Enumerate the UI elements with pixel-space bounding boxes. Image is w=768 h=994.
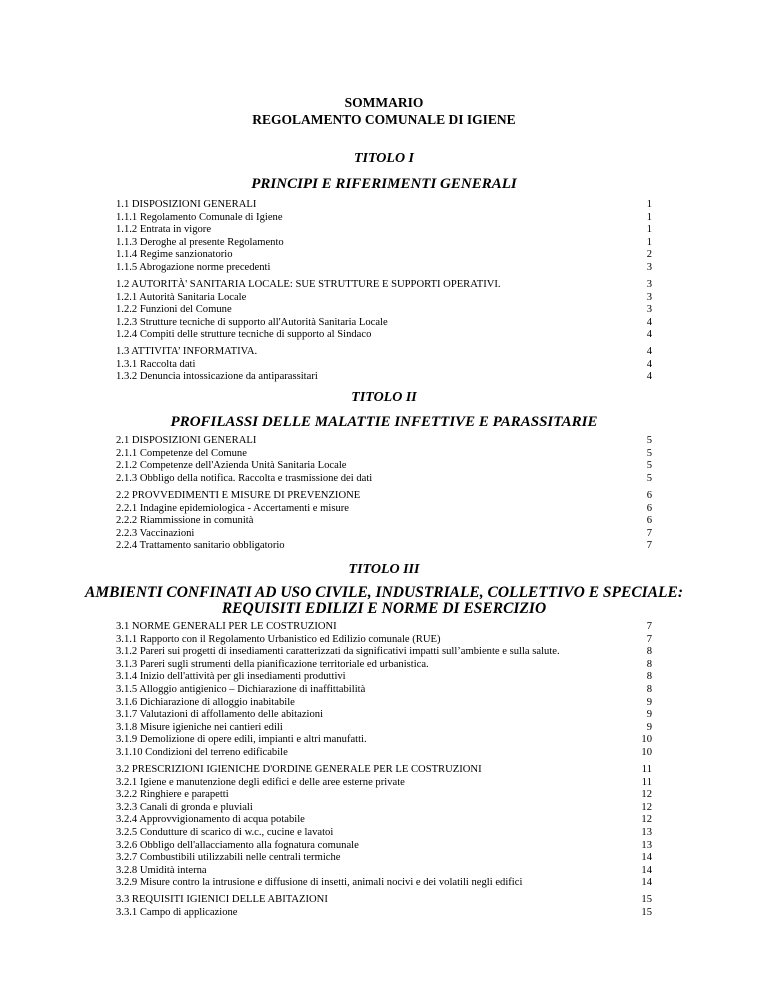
toc-entry-page: 3 (646, 304, 652, 316)
toc-entry-text: 1.2.2 Funzioni del Comune (116, 304, 232, 316)
toc-entry (116, 528, 652, 541)
toc-entry (116, 734, 652, 747)
toc-entry-text: 3.2.7 Combustibili utilizzabili nelle centrali termiche (116, 852, 341, 864)
toc-entry (116, 237, 652, 250)
toc-entry-text: 1.2 AUTORITÀ' SANITARIA LOCALE: SUE STRUTTURE E SUPPORTI OPERATIVI. (116, 279, 501, 290)
toc-entry (116, 435, 652, 448)
toc-section (116, 764, 652, 890)
toc-entry-page: 4 (646, 329, 652, 341)
toc-entry-text: 3.2.8 Umidità interna (116, 864, 207, 876)
toc-entry-page: 11 (641, 764, 652, 775)
toc-entry-text: 1.1.3 Deroghe al presente Regolamento (116, 236, 284, 248)
titolo-label: TITOLO I (353, 151, 415, 166)
titolo-heading: REQUISITI EDILIZI E NORME DI ESERCIZIO (221, 600, 547, 617)
toc-entry (116, 292, 652, 305)
toc-entry (116, 840, 652, 853)
titolo-label: TITOLO III (348, 562, 420, 577)
toc-entry (116, 515, 652, 528)
toc-entry-text: 1.1.1 Regolamento Comunale di Igiene (116, 211, 283, 223)
toc-entry-text: 3.1 NORME GENERALI PER LE COSTRUZIONI (116, 621, 337, 632)
toc-section (116, 435, 652, 485)
toc-entry (116, 249, 652, 262)
toc-entry-page: 12 (641, 814, 652, 826)
toc-entry-page: 15 (641, 894, 652, 905)
toc-entry (116, 448, 652, 461)
toc-entry (116, 490, 652, 503)
toc-entry (116, 814, 652, 827)
toc-section (116, 279, 652, 342)
toc-section (116, 894, 652, 919)
toc-entry-page: 11 (641, 776, 652, 788)
toc-section (116, 490, 652, 553)
titolo-heading: AMBIENTI CONFINATI AD USO CIVILE, INDUSTRIALE, COLLETTIVO E SPECIALE: (84, 584, 684, 601)
toc-entry (116, 199, 652, 212)
toc-entry-page: 5 (646, 435, 652, 446)
toc-entry (116, 460, 652, 473)
toc-entry (116, 212, 652, 225)
toc-entry-text: 2.2.1 Indagine epidemiologica - Accertamenti e misure (116, 502, 349, 514)
toc-entry-text: 2.1 DISPOSIZIONI GENERALI (116, 435, 257, 446)
toc-entry-page: 15 (641, 906, 652, 918)
toc-entry (116, 722, 652, 735)
toc-entry (116, 262, 652, 275)
toc-entry-text: 3.2 PRESCRIZIONI IGIENICHE D'ORDINE GENERALE PER LE COSTRUZIONI (116, 764, 482, 775)
toc-entry-text: 3.1.1 Rapporto con il Regolamento Urbanistico ed Edilizio comunale (RUE) (116, 633, 441, 645)
toc-entry-text: 3.3 REQUISITI IGIENICI DELLE ABITAZIONI (116, 894, 328, 905)
toc-entry-page: 5 (646, 460, 652, 472)
toc-entry-page: 8 (646, 683, 652, 695)
toc-entry (116, 317, 652, 330)
toc-entry (116, 802, 652, 815)
document-subtitle: REGOLAMENTO COMUNALE DI IGIENE (252, 112, 516, 127)
toc-entry-page: 5 (646, 472, 652, 484)
toc-entry-text: 2.1.3 Obbligo della notifica. Raccolta e trasmissione dei dati (116, 472, 373, 484)
toc-entry-text: 1.3.2 Denuncia intossicazione da antiparassitari (116, 371, 318, 383)
toc-entry (116, 684, 652, 697)
toc-entry-page: 2 (646, 249, 652, 261)
toc-entry (116, 907, 652, 920)
toc-entry-page: 6 (646, 515, 652, 527)
titolo-label: TITOLO II (351, 390, 417, 405)
toc-section (116, 346, 652, 384)
toc-entry (116, 346, 652, 359)
toc-entry-text: 2.1.1 Competenze del Comune (116, 447, 247, 459)
toc-entry-text: 1.1 DISPOSIZIONI GENERALI (116, 199, 257, 210)
toc-entry (116, 865, 652, 878)
toc-entry-page: 3 (646, 261, 652, 273)
toc-entry (116, 371, 652, 384)
toc-entry-text: 3.2.3 Canali di gronda e pluviali (116, 801, 253, 813)
toc-entry-page: 14 (641, 864, 652, 876)
toc-entry-text: 3.1.2 Pareri sui progetti di insediamenti caratterizzati da significativi impatti sull’ambiente e sulla salute. (116, 646, 560, 658)
toc-entry (116, 852, 652, 865)
toc-entry-page: 9 (646, 696, 652, 708)
toc-entry-text: 1.3.1 Raccolta dati (116, 358, 196, 370)
toc-section (116, 199, 652, 275)
toc-entry (116, 789, 652, 802)
toc-entry (116, 224, 652, 237)
toc-entry-page: 6 (646, 490, 652, 501)
toc-entry-page: 8 (646, 658, 652, 670)
toc-entry-text: 3.1.7 Valutazioni di affollamento delle abitazioni (116, 709, 324, 721)
toc-entry-page: 10 (641, 746, 652, 758)
toc-entry-page: 13 (641, 839, 652, 851)
toc-entry-text: 1.2.1 Autorità Sanitaria Locale (116, 291, 247, 303)
toc-entry-page: 3 (646, 279, 652, 290)
toc-entry-page: 1 (646, 199, 652, 210)
toc-entry-page: 9 (646, 721, 652, 733)
toc-entry-page: 14 (641, 852, 652, 864)
toc-entry-text: 3.1.8 Misure igieniche nei cantieri edili (116, 721, 283, 733)
toc-entry (116, 747, 652, 760)
toc-entry (116, 279, 652, 292)
toc-entry-page: 5 (646, 447, 652, 459)
toc-entry-text: 3.1.6 Dichiarazione di alloggio inabitabile (116, 696, 295, 708)
toc-entry (116, 777, 652, 790)
toc-entry-text: 3.2.5 Condutture di scarico di w.c., cucine e lavatoi (116, 826, 334, 838)
toc-entry-text: 2.2.2 Riammissione in comunità (116, 515, 254, 527)
toc-entry (116, 697, 652, 710)
toc-entry-text: 3.1.10 Condizioni del terreno edificabile (116, 746, 288, 758)
toc-entry (116, 646, 652, 659)
toc-entry (116, 634, 652, 647)
toc-entry-page: 8 (646, 646, 652, 658)
toc-entry-text: 3.2.1 Igiene e manutenzione degli edifici e delle aree esterne private (116, 776, 405, 788)
toc-entry-page: 1 (646, 236, 652, 248)
toc-entry-page: 9 (646, 709, 652, 721)
titolo-heading: PRINCIPI E RIFERIMENTI GENERALI (251, 176, 517, 192)
toc-section (116, 621, 652, 760)
toc-entry-page: 4 (646, 371, 652, 383)
toc-entry (116, 621, 652, 634)
toc-entry-text: 3.2.9 Misure contro la intrusione e diffusione di insetti, animali nocivi e dei volatili negli edifici (116, 877, 523, 889)
toc-entry-page: 7 (646, 633, 652, 645)
toc-entry-text: 3.2.2 Ringhiere e parapetti (116, 789, 229, 801)
document-title: SOMMARIO (344, 95, 424, 110)
toc-entry-text: 3.1.4 Inizio dell'attività per gli insediamenti produttivi (116, 671, 346, 683)
toc-entry (116, 540, 652, 553)
toc-entry-text: 1.2.4 Compiti delle strutture tecniche di supporto al Sindaco (116, 329, 372, 341)
toc-entry-page: 7 (646, 527, 652, 539)
toc-entry (116, 503, 652, 516)
toc-entry-page: 4 (646, 316, 652, 328)
toc-entry-text: 3.2.6 Obbligo dell'allacciamento alla fognatura comunale (116, 839, 359, 851)
toc-entry-text: 3.3.1 Campo di applicazione (116, 906, 238, 918)
toc-entry-page: 10 (641, 734, 652, 746)
toc-entry (116, 659, 652, 672)
toc-entry (116, 329, 652, 342)
toc-entry-text: 1.2.3 Strutture tecniche di supporto all'Autorità Sanitaria Locale (116, 316, 388, 328)
toc-entry-page: 6 (646, 502, 652, 514)
toc-entry-page: 12 (641, 801, 652, 813)
toc-entry-text: 2.2 PROVVEDIMENTI E MISURE DI PREVENZIONE (116, 490, 361, 501)
toc-entry-text: 1.3 ATTIVITA’ INFORMATIVA. (116, 346, 258, 357)
toc-entry-text: 1.1.5 Abrogazione norme precedenti (116, 261, 271, 273)
toc-entry-text: 3.2.4 Approvvigionamento di acqua potabile (116, 814, 305, 826)
toc-entry (116, 894, 652, 907)
toc-entry-page: 14 (641, 877, 652, 889)
toc-entry-text: 2.1.2 Competenze dell'Azienda Unità Sanitaria Locale (116, 460, 347, 472)
toc-entry-page: 7 (646, 540, 652, 552)
toc-entry-text: 3.1.5 Alloggio antigienico – Dichiarazione di inaffittabilità (116, 683, 366, 695)
toc-entry-text: 2.2.4 Trattamento sanitario obbligatorio (116, 540, 285, 552)
toc-entry (116, 877, 652, 890)
toc-entry (116, 304, 652, 317)
toc-entry-page: 3 (646, 291, 652, 303)
toc-entry-page: 12 (641, 789, 652, 801)
toc-entry-text: 2.2.3 Vaccinazioni (116, 527, 195, 539)
toc-entry-text: 3.1.9 Demolizione di opere edili, impianti e altri manufatti. (116, 734, 367, 746)
toc-entry (116, 764, 652, 777)
toc-entry-page: 8 (646, 671, 652, 683)
toc-entry-page: 13 (641, 826, 652, 838)
toc-entry-page: 1 (646, 211, 652, 223)
toc-entry-page: 1 (646, 224, 652, 236)
toc-entry (116, 671, 652, 684)
toc-entry-page: 4 (646, 358, 652, 370)
toc-entry (116, 473, 652, 486)
toc-entry-text: 1.1.4 Regime sanzionatorio (116, 249, 233, 261)
toc-entry-page: 4 (646, 346, 652, 357)
toc-entry-text: 3.1.3 Pareri sugli strumenti della pianificazione territoriale ed urbanistica. (116, 658, 429, 670)
toc-entry (116, 359, 652, 372)
titolo-heading: PROFILASSI DELLE MALATTIE INFETTIVE E PARASSITARIE (170, 414, 598, 430)
toc-entry (116, 827, 652, 840)
toc-entry-page: 7 (646, 621, 652, 632)
toc-entry-text: 1.1.2 Entrata in vigore (116, 224, 212, 236)
toc-entry (116, 709, 652, 722)
